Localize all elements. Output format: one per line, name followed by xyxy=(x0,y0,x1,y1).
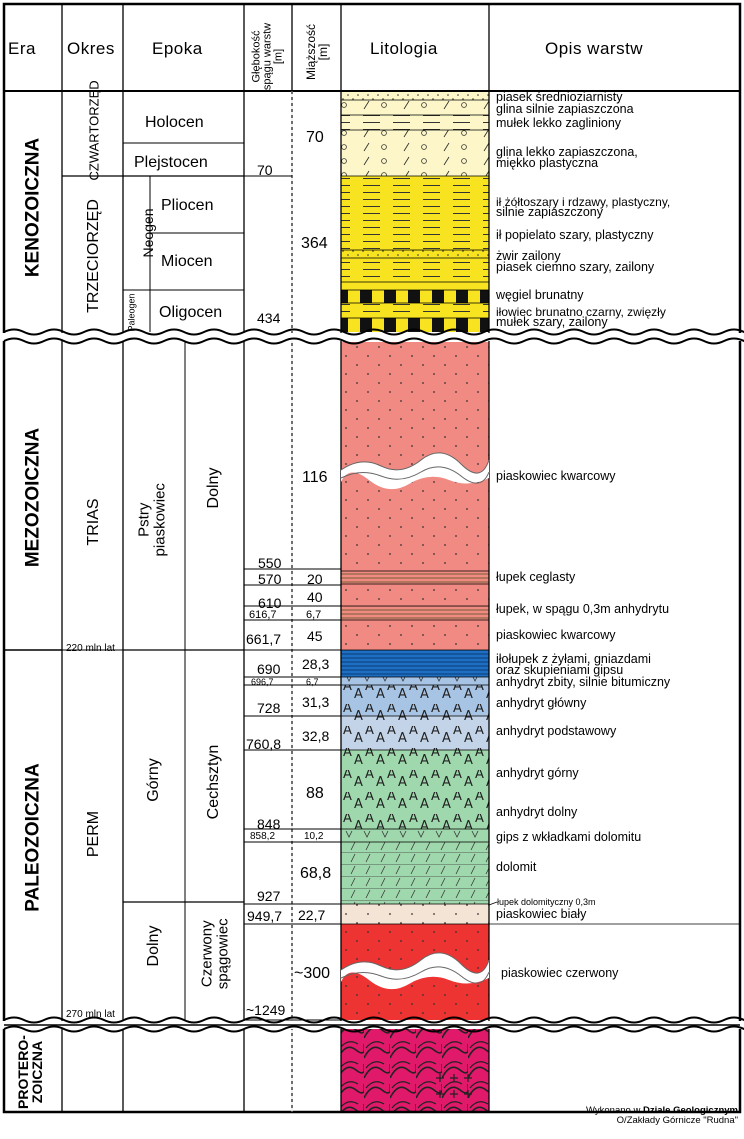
header-opis: Opis warstw xyxy=(545,39,644,58)
depth-label: 570 xyxy=(258,571,282,587)
layer-description: łupek ceglasty xyxy=(496,570,576,584)
thickness-label: 88 xyxy=(306,785,324,802)
layer-description: iłołupek z żyłami, gniazdami xyxy=(496,652,651,666)
lithology-pattern xyxy=(341,716,489,750)
layer-description: łupek dolomityczny 0,3m xyxy=(497,897,596,907)
layer-description: dolomit xyxy=(496,860,537,874)
thickness-label: 10,2 xyxy=(304,831,324,842)
layer-description: glina lekko zapiaszczona, xyxy=(496,145,638,159)
subperiod-neogen: Neogen xyxy=(140,208,156,258)
depth-label: 616,7 xyxy=(249,609,277,621)
layer-description: ił popielato szary, plastyczny xyxy=(496,228,654,242)
lithology-pattern xyxy=(341,829,489,842)
lithology-pattern xyxy=(341,1025,489,1112)
epoch-dolny-perm: Dolny xyxy=(145,925,162,967)
header-okres: Okres xyxy=(67,39,115,58)
lithology-pattern xyxy=(341,584,489,606)
layer-description: miękko plastyczna xyxy=(496,156,599,170)
layer-description: mułek lekko zagliniony xyxy=(496,116,622,130)
thickness-label: 22,7 xyxy=(298,907,326,923)
lithology-pattern xyxy=(341,342,489,571)
layer-description: piaskowiec kwarcowy xyxy=(496,628,616,642)
layer-description: anhydryt główny xyxy=(496,696,587,710)
lithology-pattern xyxy=(341,904,489,924)
depth-label: 760,8 xyxy=(246,736,282,752)
epoch-pstry-piaskowiec: Pstry piaskowiec xyxy=(135,483,168,557)
age-label-270: 270 mln lat xyxy=(66,1009,115,1020)
thickness-label: 116 xyxy=(302,469,328,486)
layer-description: mułek szary, zailony xyxy=(496,315,608,329)
epoch-miocen: Miocen xyxy=(161,253,213,270)
lithology-pattern xyxy=(341,571,489,584)
credit-prefix: Wykonano w xyxy=(586,1105,643,1116)
lithology-pattern xyxy=(341,176,489,250)
era-kenozoiczna: KENOZOICZNA xyxy=(22,137,44,278)
lithology-pattern xyxy=(341,842,489,904)
lithology-pattern xyxy=(341,115,489,130)
depth-label: 661,7 xyxy=(246,631,282,647)
lithology-pattern xyxy=(341,258,489,282)
epoch-pliocen: Pliocen xyxy=(161,197,214,214)
period-czwartorzed: CZWARTORZĘD xyxy=(86,80,102,181)
thickness-label: 70 xyxy=(306,129,324,146)
header-litologia: Litologia xyxy=(370,39,438,58)
layer-description: piasek średnioziarnisty xyxy=(496,90,623,104)
period-trzeciorzed: TRZECIORZĘD xyxy=(85,199,102,313)
thickness-label: 364 xyxy=(301,235,328,252)
depth-label: ~1249 xyxy=(246,1002,286,1018)
layer-description: oraz skupieniami gipsu xyxy=(496,663,624,677)
lithology-pattern xyxy=(341,250,489,258)
period-perm: PERM xyxy=(85,810,102,858)
epoch-oligocen: Oligocen xyxy=(159,304,223,321)
thickness-label: 6,7 xyxy=(306,677,319,687)
depth-label: 434 xyxy=(257,310,281,326)
epoch-holocen: Holocen xyxy=(145,114,204,131)
depth-label: 858,2 xyxy=(250,831,276,842)
epoch-dolny-trias: Dolny xyxy=(205,467,222,509)
layer-description: piaskowiec kwarcowy xyxy=(496,469,616,483)
lithology-pattern xyxy=(341,750,489,829)
lithology-pattern xyxy=(341,130,489,176)
epoch-gorny: Górny xyxy=(145,758,162,802)
layer-description: łupek, w spągu 0,3m anhydrytu xyxy=(496,602,670,616)
era-proterozoiczna: PROTERO- ZOICZNA xyxy=(15,1035,45,1109)
lithology-pattern xyxy=(341,100,489,115)
depth-label: 728 xyxy=(257,700,281,716)
layer-description: anhydryt górny xyxy=(496,766,579,780)
thickness-label: 31,3 xyxy=(302,694,330,710)
layer-description: silnie zapiaszczony xyxy=(496,205,603,219)
layer-description: glina silnie zapiaszczona xyxy=(496,102,634,116)
thickness-label: 28,3 xyxy=(302,656,330,672)
lithology-pattern xyxy=(341,685,489,716)
lithology-pattern xyxy=(341,620,489,650)
thickness-label: 40 xyxy=(307,589,323,605)
leader-line xyxy=(489,902,497,905)
layer-description: piasek ciemno szary, zailony xyxy=(496,260,655,274)
credit-line2: O/Zakłady Górnicze "Rudna" xyxy=(616,1114,738,1126)
layer-description: piaskowiec czerwony xyxy=(501,966,619,980)
lithology-pattern xyxy=(341,677,489,685)
thickness-label: 20 xyxy=(307,571,323,587)
thickness-label: ~300 xyxy=(294,965,331,982)
lithology-pattern xyxy=(341,606,489,620)
depth-label: 610 xyxy=(258,595,282,611)
age-label-220: 220 mln lat xyxy=(66,643,115,654)
depth-label: 949,7 xyxy=(247,908,283,924)
era-paleozoiczna: PALEOZOICZNA xyxy=(22,763,44,912)
layer-description: piaskowiec biały xyxy=(496,907,587,921)
lithology-pattern xyxy=(341,92,489,100)
layer-description: anhydryt zbity, silnie bitumiczny xyxy=(496,675,671,689)
subperiod-paleogen: Paleogen xyxy=(126,293,137,332)
epoch-plejstocen: Plejstocen xyxy=(134,154,208,171)
lithology-pattern xyxy=(341,290,489,303)
credit-department: Dziale Geologicznym xyxy=(642,1105,738,1116)
header-epoka: Epoka xyxy=(152,39,203,58)
layer-description: żwir zailony xyxy=(496,249,561,263)
depth-label: 696,7 xyxy=(251,677,274,687)
credit-note xyxy=(520,1106,738,1126)
era-mezozoiczna: MEZOZOICZNA xyxy=(22,427,44,568)
epoch-czerwony-spagowiec: Czerwony spągowiec xyxy=(198,918,231,990)
layer-description: iłowiec brunatno czarny, zwięzły xyxy=(496,305,666,319)
thickness-label: 68,8 xyxy=(300,865,332,882)
depth-label: 848 xyxy=(257,816,281,832)
lithology-layer xyxy=(341,282,489,290)
header-miazszosc: Miąższość [m] xyxy=(304,24,330,81)
depth-label: 927 xyxy=(257,888,281,904)
lithology-pattern xyxy=(341,650,489,677)
depth-label: 550 xyxy=(258,555,282,571)
layer-description: anhydryt podstawowy xyxy=(496,724,617,738)
depth-label: 70 xyxy=(257,162,273,178)
layer-description: anhydryt dolny xyxy=(496,805,578,819)
period-trias: TRIAS xyxy=(85,498,102,546)
epoch-cechsztyn: Cechsztyn xyxy=(205,744,222,820)
header-glebokosc: Głębokość spągu warstw [m] xyxy=(250,22,285,91)
lithology-pattern xyxy=(341,303,489,318)
depth-label: 690 xyxy=(257,661,281,677)
layer-description: węgiel brunatny xyxy=(496,288,584,302)
thickness-label: 6,7 xyxy=(306,609,322,621)
layer-description: ił żółtoszary i rdzawy, plastyczny, xyxy=(496,195,671,209)
layer-description: gips z wkładkami dolomitu xyxy=(496,830,642,844)
header-era: Era xyxy=(8,39,36,58)
thickness-label: 32,8 xyxy=(302,728,330,744)
thickness-label: 45 xyxy=(307,628,323,644)
